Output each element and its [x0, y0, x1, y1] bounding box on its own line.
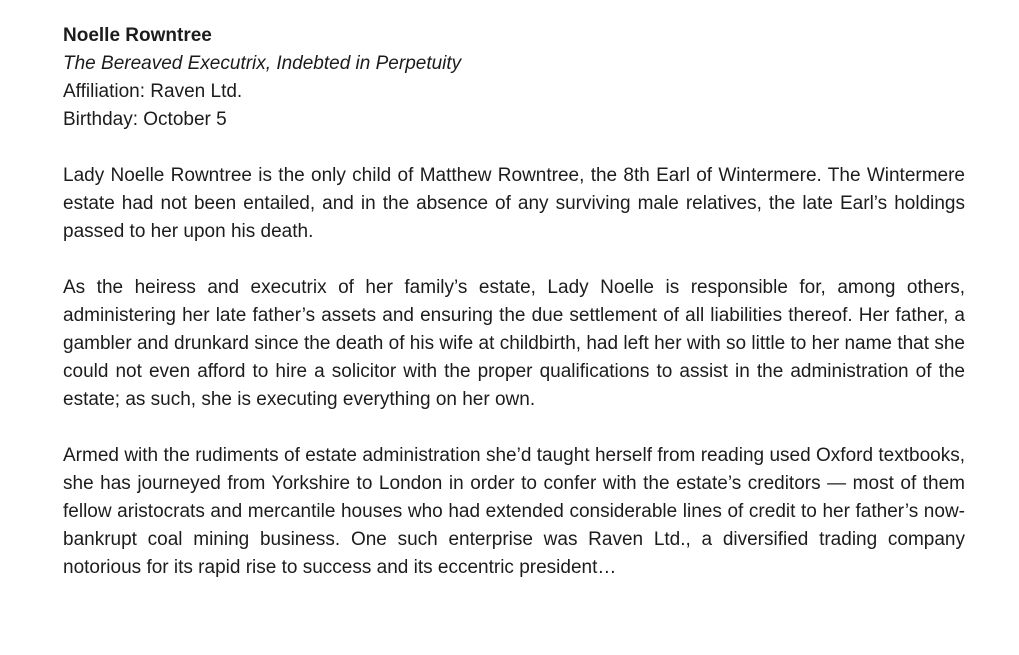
profile-header — [63, 22, 965, 134]
character-name: Noelle Rowntree — [63, 25, 212, 46]
paragraph-responsibilities: As the heiress and executrix of her family’s estate, Lady Noelle is responsible for, among others, administering her late father’s assets and ensuring the due settlement of all liabilities thereof. Her father, a gambler and drunkard since the death of his wife at childbirth, had left her with so little to her name that she could not even afford to hire a solicitor with the proper qualifications to assist in the administration of the estate; as such, she is executing everything on her own. — [63, 277, 965, 410]
affiliation-line: Affiliation: Raven Ltd. — [63, 81, 243, 102]
paragraph-background: Lady Noelle Rowntree is the only child of Matthew Rowntree, the 8th Earl of Wintermere. The Wintermere estate had not been entailed, and in the absence of any surviving male relatives, the late Earl’s holdings passed to her upon his death. — [63, 165, 965, 242]
birthday-line: Birthday: October 5 — [63, 109, 227, 130]
profile-document — [63, 22, 965, 582]
character-title: The Bereaved Executrix, Indebted in Perpetuity — [63, 53, 462, 74]
paragraph-journey: Armed with the rudiments of estate administration she’d taught herself from reading used Oxford textbooks, she has journeyed from Yorkshire to London in order to confer with the estate’s creditors — most of them fellow aristocrats and mercantile houses who had extended considerable lines of credit to her father’s now-bankrupt coal mining business. One such enterprise was Raven Ltd., a diversified trading company notorious for its rapid rise to success and its eccentric president… — [63, 445, 965, 578]
